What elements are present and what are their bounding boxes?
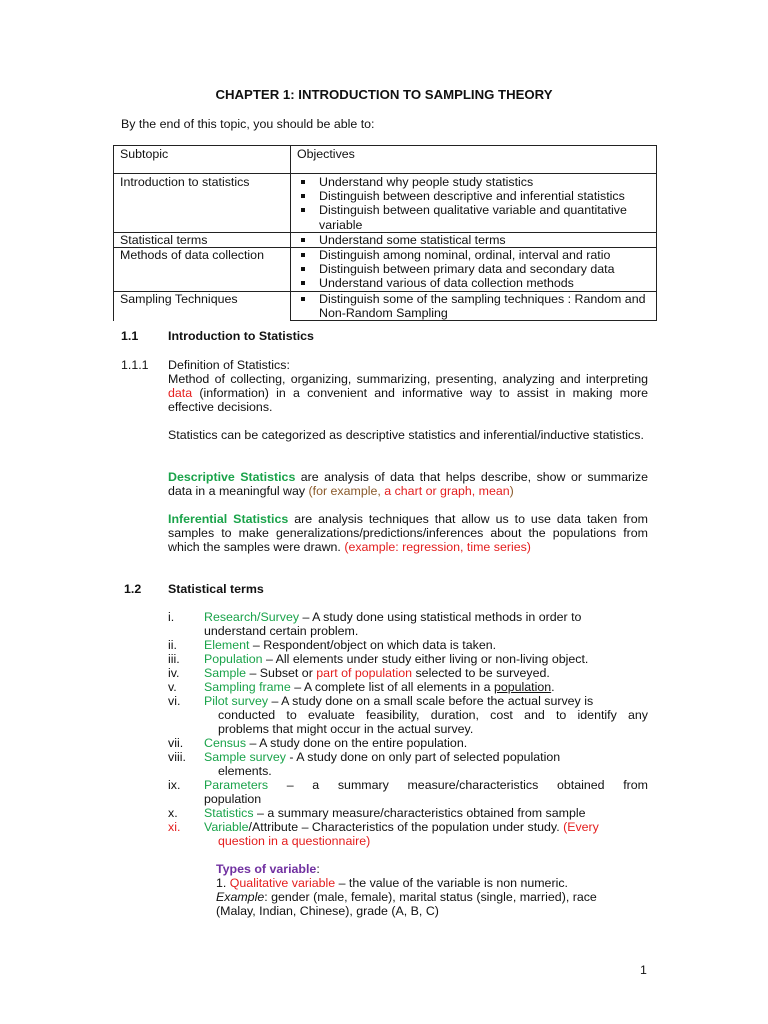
table-row	[114, 232, 657, 247]
example-line-continued: (Malay, Indian, Chinese), grade (A, B, C)	[216, 904, 439, 918]
descriptive-paragraph: Descriptive Statistics are analysis of data that helps describe, show or summarize data in a meaningful way (for example, a chart or graph, mean)	[168, 470, 648, 499]
section-title: Statistical terms	[168, 582, 264, 596]
objectives-cell	[291, 248, 657, 292]
table-header-subtopic: Subtopic	[114, 146, 291, 174]
definition-paragraph: Method of collecting, organizing, summarizing, presenting, analyzing and interpreting data (information) in a convenient and informative way to assist in making more effective decisions.	[168, 372, 648, 415]
objective-item: Understand why people study statistics	[297, 175, 650, 189]
objectives-cell	[291, 174, 657, 233]
subtopic-cell: Methods of data collection	[114, 248, 291, 292]
page-number: 1	[640, 963, 647, 977]
table-row	[114, 248, 657, 292]
qualitative-line: 1. Qualitative variable – the value of the variable is non numeric.	[216, 876, 568, 890]
objectives-table	[113, 145, 657, 321]
table-row	[114, 291, 657, 320]
objective-item: Understand various of data collection methods	[297, 276, 650, 290]
objective-item: Distinguish some of the sampling techniques : Random and Non-Random Sampling	[297, 292, 650, 320]
inferential-paragraph: Inferential Statistics are analysis techniques that allow us to use data taken from samples to make generalizations/predictions/inferences about the populations from which the samples were drawn. (example: regression, time series)	[168, 512, 649, 555]
objective-item: Distinguish between descriptive and inferential statistics	[297, 189, 650, 203]
objective-item: Distinguish between primary data and secondary data	[297, 262, 650, 276]
subtopic-cell: Sampling Techniques	[114, 291, 291, 320]
section-number: 1.1	[121, 329, 139, 343]
types-heading: Types of variable:	[216, 862, 320, 876]
section-number: 1.2	[124, 582, 142, 596]
subsection-number: 1.1.1	[121, 358, 149, 372]
objective-item: Distinguish among nominal, ordinal, interval and ratio	[297, 248, 650, 262]
intro-text: By the end of this topic, you should be able to:	[121, 117, 375, 131]
example-line: Example: gender (male, female), marital status (single, married), race	[216, 890, 597, 904]
table-header-objectives: Objectives	[291, 146, 657, 174]
subsection-heading: Definition of Statistics:	[168, 358, 290, 372]
objectives-cell	[291, 232, 657, 247]
section-title: Introduction to Statistics	[168, 329, 314, 343]
chapter-title: CHAPTER 1: INTRODUCTION TO SAMPLING THEORY	[215, 87, 553, 102]
objectives-cell	[291, 291, 657, 320]
table-row	[114, 174, 657, 233]
objective-item: Understand some statistical terms	[297, 233, 650, 247]
subtopic-cell: Statistical terms	[114, 232, 291, 247]
categories-paragraph: Statistics can be categorized as descriptive statistics and inferential/inductive statistics.	[168, 428, 644, 442]
subtopic-cell: Introduction to statistics	[114, 174, 291, 233]
objective-item: Distinguish between qualitative variable and quantitative variable	[297, 203, 650, 231]
